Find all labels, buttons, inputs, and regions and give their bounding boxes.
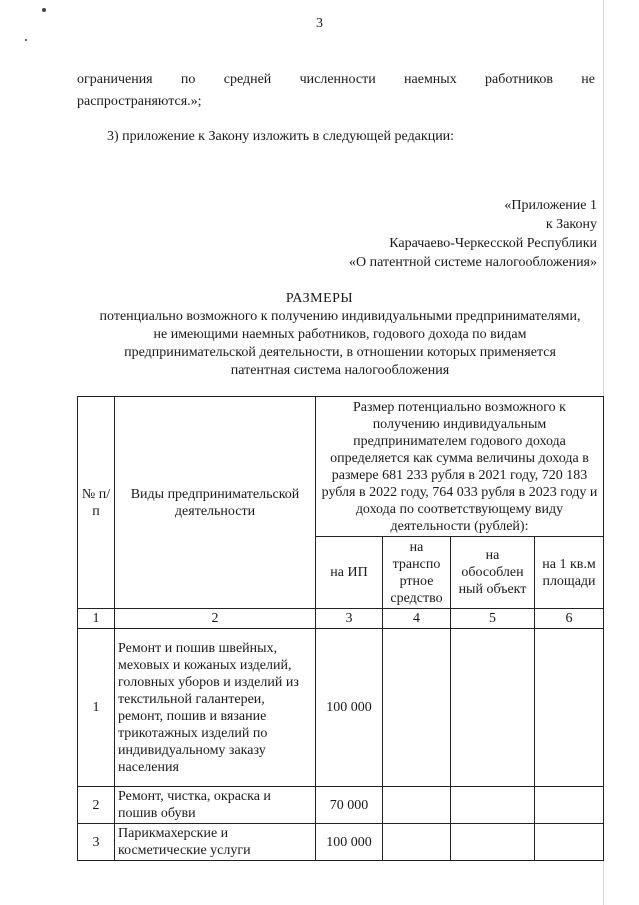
header-income: Размер потенциально возможного к получению индивидуальным предпринимателем годового дохода определяется как сумма величины дохода в размере 681 233 рубля в 2021 году, 720 183 рубля в 2022 году, 764 033 рубля в 2023 году и дохода по соответствующему виду деятельности (рублей): <box>316 397 604 537</box>
row-num: 3 <box>78 824 115 861</box>
header-transport: на транспо ртное средство <box>383 537 451 609</box>
column-number-row <box>78 609 604 629</box>
row-num: 2 <box>78 787 115 824</box>
subtitle-line-4: патентная система налогообложения <box>230 363 450 378</box>
header-separate: на обособлен ный объект <box>451 537 535 609</box>
page-number: 3 <box>316 16 323 31</box>
appendix-caption <box>349 196 597 272</box>
header-sqm: на 1 кв.м площади <box>535 537 604 609</box>
income-table <box>77 396 604 861</box>
row-separate-income <box>451 787 535 824</box>
row-num: 1 <box>78 629 115 787</box>
column-number: 4 <box>383 609 451 629</box>
appendix-line-1: «Приложение 1 <box>504 198 597 213</box>
column-number: 3 <box>316 609 383 629</box>
paragraph-2: 3) приложение к Закону изложить в следующей редакции: <box>107 129 455 144</box>
table-row <box>78 787 604 824</box>
scan-speck <box>25 39 27 41</box>
row-ip-income: 70 000 <box>316 787 383 824</box>
column-number: 5 <box>451 609 535 629</box>
paragraph-1-line-2: распространяются.»; <box>77 94 202 109</box>
scan-speck <box>42 8 46 12</box>
column-number: 6 <box>535 609 604 629</box>
document-title: РАЗМЕРЫ <box>285 291 354 306</box>
header-activity: Виды предпринимательской деятельности <box>115 397 316 609</box>
row-activity: Ремонт, чистка, окраска и пошив обуви <box>115 787 316 824</box>
subtitle-line-2: не имеющими наемных работников, годового дохода по видам <box>153 327 527 342</box>
appendix-line-3: Карачаево-Черкесской Республики <box>389 236 597 251</box>
row-separate-income <box>451 824 535 861</box>
header-ip: на ИП <box>316 537 383 609</box>
row-transport-income <box>383 824 451 861</box>
appendix-line-2: к Закону <box>545 217 597 232</box>
subtitle-line-1: потенциально возможного к получению индивидуальными предпринимателями, <box>99 309 581 324</box>
row-transport-income <box>383 629 451 787</box>
table-row <box>78 824 604 861</box>
column-number: 2 <box>115 609 316 629</box>
column-number: 1 <box>78 609 115 629</box>
table-header-row <box>78 397 604 537</box>
row-sqm-income <box>535 824 604 861</box>
header-num: № п/п <box>78 397 115 609</box>
row-activity: Ремонт и пошив швейных, меховых и кожаных изделий, головных уборов и изделий из текстильной галантереи, ремонт, пошив и вязание трикотажных изделий по индивидуальному заказу населения <box>115 629 316 787</box>
row-activity: Парикмахерские и косметические услуги <box>115 824 316 861</box>
row-ip-income: 100 000 <box>316 824 383 861</box>
appendix-line-4: «О патентной системе налогообложения» <box>349 255 597 270</box>
row-sqm-income <box>535 629 604 787</box>
row-separate-income <box>451 629 535 787</box>
row-transport-income <box>383 787 451 824</box>
subtitle-line-3: предпринимательской деятельности, в отношении которых применяется <box>124 345 556 360</box>
paragraph-1-line-1: ограничения по средней численности наемных работников не <box>77 72 595 87</box>
document-subtitle <box>60 308 620 380</box>
row-ip-income: 100 000 <box>316 629 383 787</box>
table-row <box>78 629 604 787</box>
row-sqm-income <box>535 787 604 824</box>
